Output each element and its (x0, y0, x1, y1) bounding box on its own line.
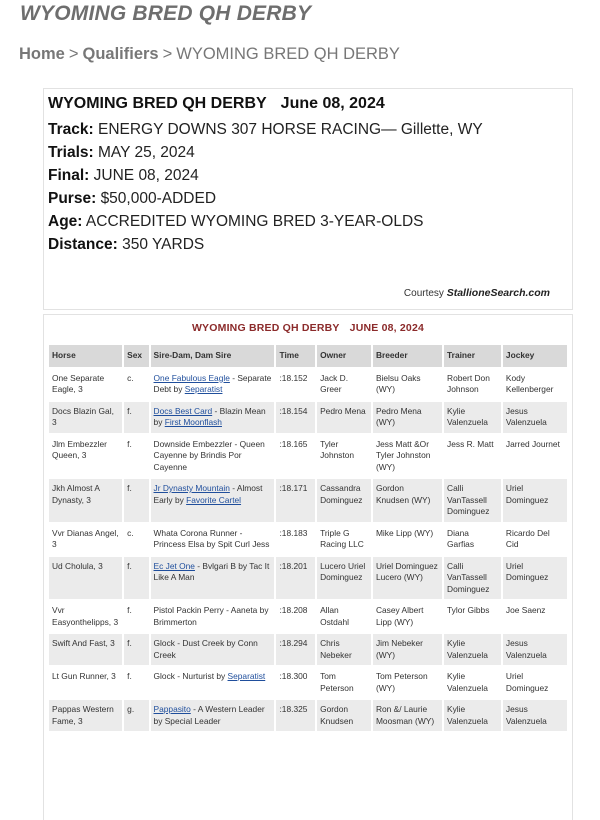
track-label: Track: (48, 121, 94, 138)
column-header: Horse (49, 345, 122, 367)
purse-value: $50,000-ADDED (100, 190, 217, 207)
jockey-cell: Kody Kellenberger (503, 369, 567, 400)
sire-dam-text: Downside Embezzler - Queen Cayenne by Brindis Por Cayenne (153, 438, 265, 472)
horse-cell: Ud Cholula, 3 (49, 557, 122, 600)
jockey-cell: Ricardo Del Cid (503, 524, 567, 555)
time-cell: :18.325 (276, 700, 315, 731)
race-heading (48, 95, 385, 113)
owner-cell: Gordon Knudsen (317, 700, 371, 731)
sex-cell: f. (124, 601, 148, 632)
sire-link[interactable]: One Fabulous Eagle (153, 372, 230, 383)
trainer-cell: Jess R. Matt (444, 435, 501, 478)
horse-cell: Jlm Embezzler Queen, 3 (49, 435, 122, 478)
owner-cell: Allan Ostdahl (317, 601, 371, 632)
horse-cell: Docs Blazin Gal, 3 (49, 402, 122, 433)
trainer-cell: Kylie Valenzuela (444, 700, 501, 731)
trainer-cell: Diana Garfias (444, 524, 501, 555)
jockey-cell: Uriel Dominguez (503, 557, 567, 600)
sex-cell: f. (124, 479, 148, 522)
age-value: ACCREDITED WYOMING BRED 3-YEAR-OLDS (85, 213, 424, 230)
horse-cell: Lt Gun Runner, 3 (49, 667, 122, 698)
results-card (43, 314, 573, 820)
dam-sire-link[interactable]: First Moonflash (164, 417, 222, 427)
table-row (49, 634, 567, 665)
table-row (49, 700, 567, 731)
owner-cell: Tyler Johnston (317, 435, 371, 478)
jockey-cell: Jarred Journet (503, 435, 567, 478)
purse-label: Purse: (48, 190, 97, 207)
sex-cell: f. (124, 402, 148, 433)
owner-cell: Tom Peterson (317, 667, 371, 698)
sire-dam-cell (151, 700, 275, 731)
jockey-cell: Joe Saenz (503, 601, 567, 632)
age-label: Age: (48, 213, 83, 230)
sire-dam-text: - Bvlgari B by Tac It Like A Man (153, 560, 270, 582)
sire-dam-cell (151, 524, 275, 555)
horse-cell: Pappas Western Fame, 3 (49, 700, 122, 731)
jockey-cell: Uriel Dominguez (503, 479, 567, 522)
breeder-cell: Mike Lipp (WY) (373, 524, 442, 555)
table-row (49, 479, 567, 522)
breadcrumb-current: WYOMING BRED QH DERBY (176, 45, 400, 63)
breeder-cell: Jess Matt &Or Tyler Johnston (WY) (373, 435, 442, 478)
sex-cell: f. (124, 435, 148, 478)
sire-dam-text: - Separate Debt by (153, 372, 272, 394)
trainer-cell: Kylie Valenzuela (444, 667, 501, 698)
race-heading-name: WYOMING BRED QH DERBY (48, 95, 267, 112)
breadcrumb-qualifiers-link[interactable]: Qualifiers (82, 45, 159, 63)
breeder-cell: Jim Nebeker (WY) (373, 634, 442, 665)
time-cell: :18.154 (276, 402, 315, 433)
owner-cell: Triple G Racing LLC (317, 524, 371, 555)
sire-dam-cell (151, 634, 275, 665)
table-header-row (49, 345, 567, 367)
table-row (49, 667, 567, 698)
sex-cell: f. (124, 667, 148, 698)
trainer-cell: Calli VanTassell Dominguez (444, 557, 501, 600)
trials-line (48, 144, 195, 162)
breadcrumb-separator: > (68, 45, 79, 63)
jockey-cell: Uriel Dominguez (503, 667, 567, 698)
results-title (44, 322, 572, 334)
sire-dam-text: - A Western Leader by Special Leader (153, 704, 265, 726)
horse-cell: Vvr Dianas Angel, 3 (49, 524, 122, 555)
final-label: Final: (48, 167, 90, 184)
jockey-cell: Jesus Valenzuela (503, 700, 567, 731)
horse-cell: Jkh Almost A Dynasty, 3 (49, 479, 122, 522)
final-value: JUNE 08, 2024 (93, 167, 199, 184)
breeder-cell: Ron &/ Laurie Moosman (WY) (373, 700, 442, 731)
page-title: WYOMING BRED QH DERBY (20, 2, 312, 25)
owner-cell: Jack D. Greer (317, 369, 371, 400)
owner-cell: Lucero Uriel Dominguez (317, 557, 371, 600)
column-header: Trainer (444, 345, 501, 367)
distance-label: Distance: (48, 236, 118, 253)
stallionesearch-logo: StallioneSearch.com (446, 287, 550, 299)
sire-dam-cell (151, 402, 275, 433)
sire-link[interactable]: Ec Jet One (153, 560, 195, 571)
sire-link[interactable]: Pappasito (153, 704, 191, 714)
sire-dam-cell (151, 557, 275, 600)
sire-dam-text: - Blazin Mean by (153, 405, 266, 427)
table-row (49, 435, 567, 478)
race-heading-date: June 08, 2024 (280, 95, 385, 112)
time-cell: :18.152 (276, 369, 315, 400)
column-header: Sex (124, 345, 148, 367)
dam-sire-link[interactable]: Separatist (184, 384, 223, 394)
results-table (47, 343, 569, 733)
breadcrumb-separator: > (162, 45, 173, 63)
final-line (48, 167, 199, 185)
sire-dam-cell (151, 479, 275, 522)
column-header: Owner (317, 345, 371, 367)
time-cell: :18.165 (276, 435, 315, 478)
breeder-cell: Gordon Knudsen (WY) (373, 479, 442, 522)
jockey-cell: Jesus Valenzuela (503, 634, 567, 665)
column-header: Sire-Dam, Dam Sire (151, 345, 275, 367)
sire-dam-text: - Almost Early by (153, 483, 263, 505)
owner-cell: Cassandra Dominguez (317, 479, 371, 522)
breeder-cell: Tom Peterson (WY) (373, 667, 442, 698)
results-title-date: JUNE 08, 2024 (349, 322, 425, 334)
sire-dam-cell (151, 435, 275, 478)
results-title-name: WYOMING BRED QH DERBY (191, 322, 340, 334)
column-header: Jockey (503, 345, 567, 367)
age-line (48, 213, 424, 231)
owner-cell: Chris Nebeker (317, 634, 371, 665)
owner-cell: Pedro Mena (317, 402, 371, 433)
time-cell: :18.183 (276, 524, 315, 555)
time-cell: :18.171 (276, 479, 315, 522)
sex-cell: g. (124, 700, 148, 731)
sire-link[interactable]: Jr Dynasty Mountain (153, 483, 230, 493)
sex-cell: f. (124, 557, 148, 600)
distance-value: 350 YARDS (122, 236, 205, 253)
sex-cell: c. (124, 524, 148, 555)
courtesy-credit (404, 287, 550, 299)
horse-cell: Vvr Easyonthelipps, 3 (49, 601, 122, 632)
sex-cell: c. (124, 369, 148, 400)
breadcrumb (19, 45, 400, 64)
breeder-cell: Uriel Dominguez Lucero (WY) (373, 557, 442, 600)
table-row (49, 524, 567, 555)
courtesy-label: Courtesy (403, 288, 444, 299)
sire-link[interactable]: Docs Best Card (153, 405, 213, 416)
time-cell: :18.208 (276, 601, 315, 632)
trials-label: Trials: (48, 144, 94, 161)
table-row (49, 369, 567, 400)
breeder-cell: Casey Albert Lipp (WY) (373, 601, 442, 632)
trainer-cell: Calli VanTassell Dominguez (444, 479, 501, 522)
purse-line (48, 190, 216, 208)
trainer-cell: Tylor Gibbs (444, 601, 501, 632)
distance-line (48, 236, 204, 254)
horse-cell: One Separate Eagle, 3 (49, 369, 122, 400)
race-info-card (43, 88, 573, 310)
breeder-cell: Pedro Mena (WY) (373, 402, 442, 433)
dam-sire-link[interactable]: Separatist (227, 671, 266, 681)
trainer-cell: Kylie Valenzuela (444, 634, 501, 665)
table-row (49, 601, 567, 632)
breadcrumb-home-link[interactable]: Home (19, 45, 65, 63)
table-row (49, 402, 567, 433)
column-header: Time (276, 345, 315, 367)
sire-dam-cell (151, 601, 275, 632)
dam-sire-link[interactable]: Favorite Cartel (186, 494, 242, 505)
time-cell: :18.300 (276, 667, 315, 698)
results-table-body (49, 369, 567, 732)
sire-dam-text: Whata Corona Runner - Princess Elsa by Spit Curl Jess (153, 527, 270, 549)
trials-value: MAY 25, 2024 (97, 144, 195, 161)
sire-dam-text: Glock - Nurturist by (153, 671, 228, 681)
time-cell: :18.201 (276, 557, 315, 600)
trainer-cell: Robert Don Johnson (444, 369, 501, 400)
column-header: Breeder (373, 345, 442, 367)
sex-cell: f. (124, 634, 148, 665)
sire-dam-cell (151, 369, 275, 400)
jockey-cell: Jesus Valenzuela (503, 402, 567, 433)
trainer-cell: Kylie Valenzuela (444, 402, 501, 433)
sire-dam-cell (151, 667, 275, 698)
breeder-cell: Bielsu Oaks (WY) (373, 369, 442, 400)
sire-dam-text: Pistol Packin Perry - Aaneta by Brimmerton (153, 605, 269, 627)
horse-cell: Swift And Fast, 3 (49, 634, 122, 665)
track-line (48, 121, 483, 139)
table-row (49, 557, 567, 600)
track-value: ENERGY DOWNS 307 HORSE RACING— Gillette, WY (97, 121, 483, 138)
time-cell: :18.294 (276, 634, 315, 665)
sire-dam-text: Glock - Dust Creek by Conn Creek (153, 638, 258, 660)
